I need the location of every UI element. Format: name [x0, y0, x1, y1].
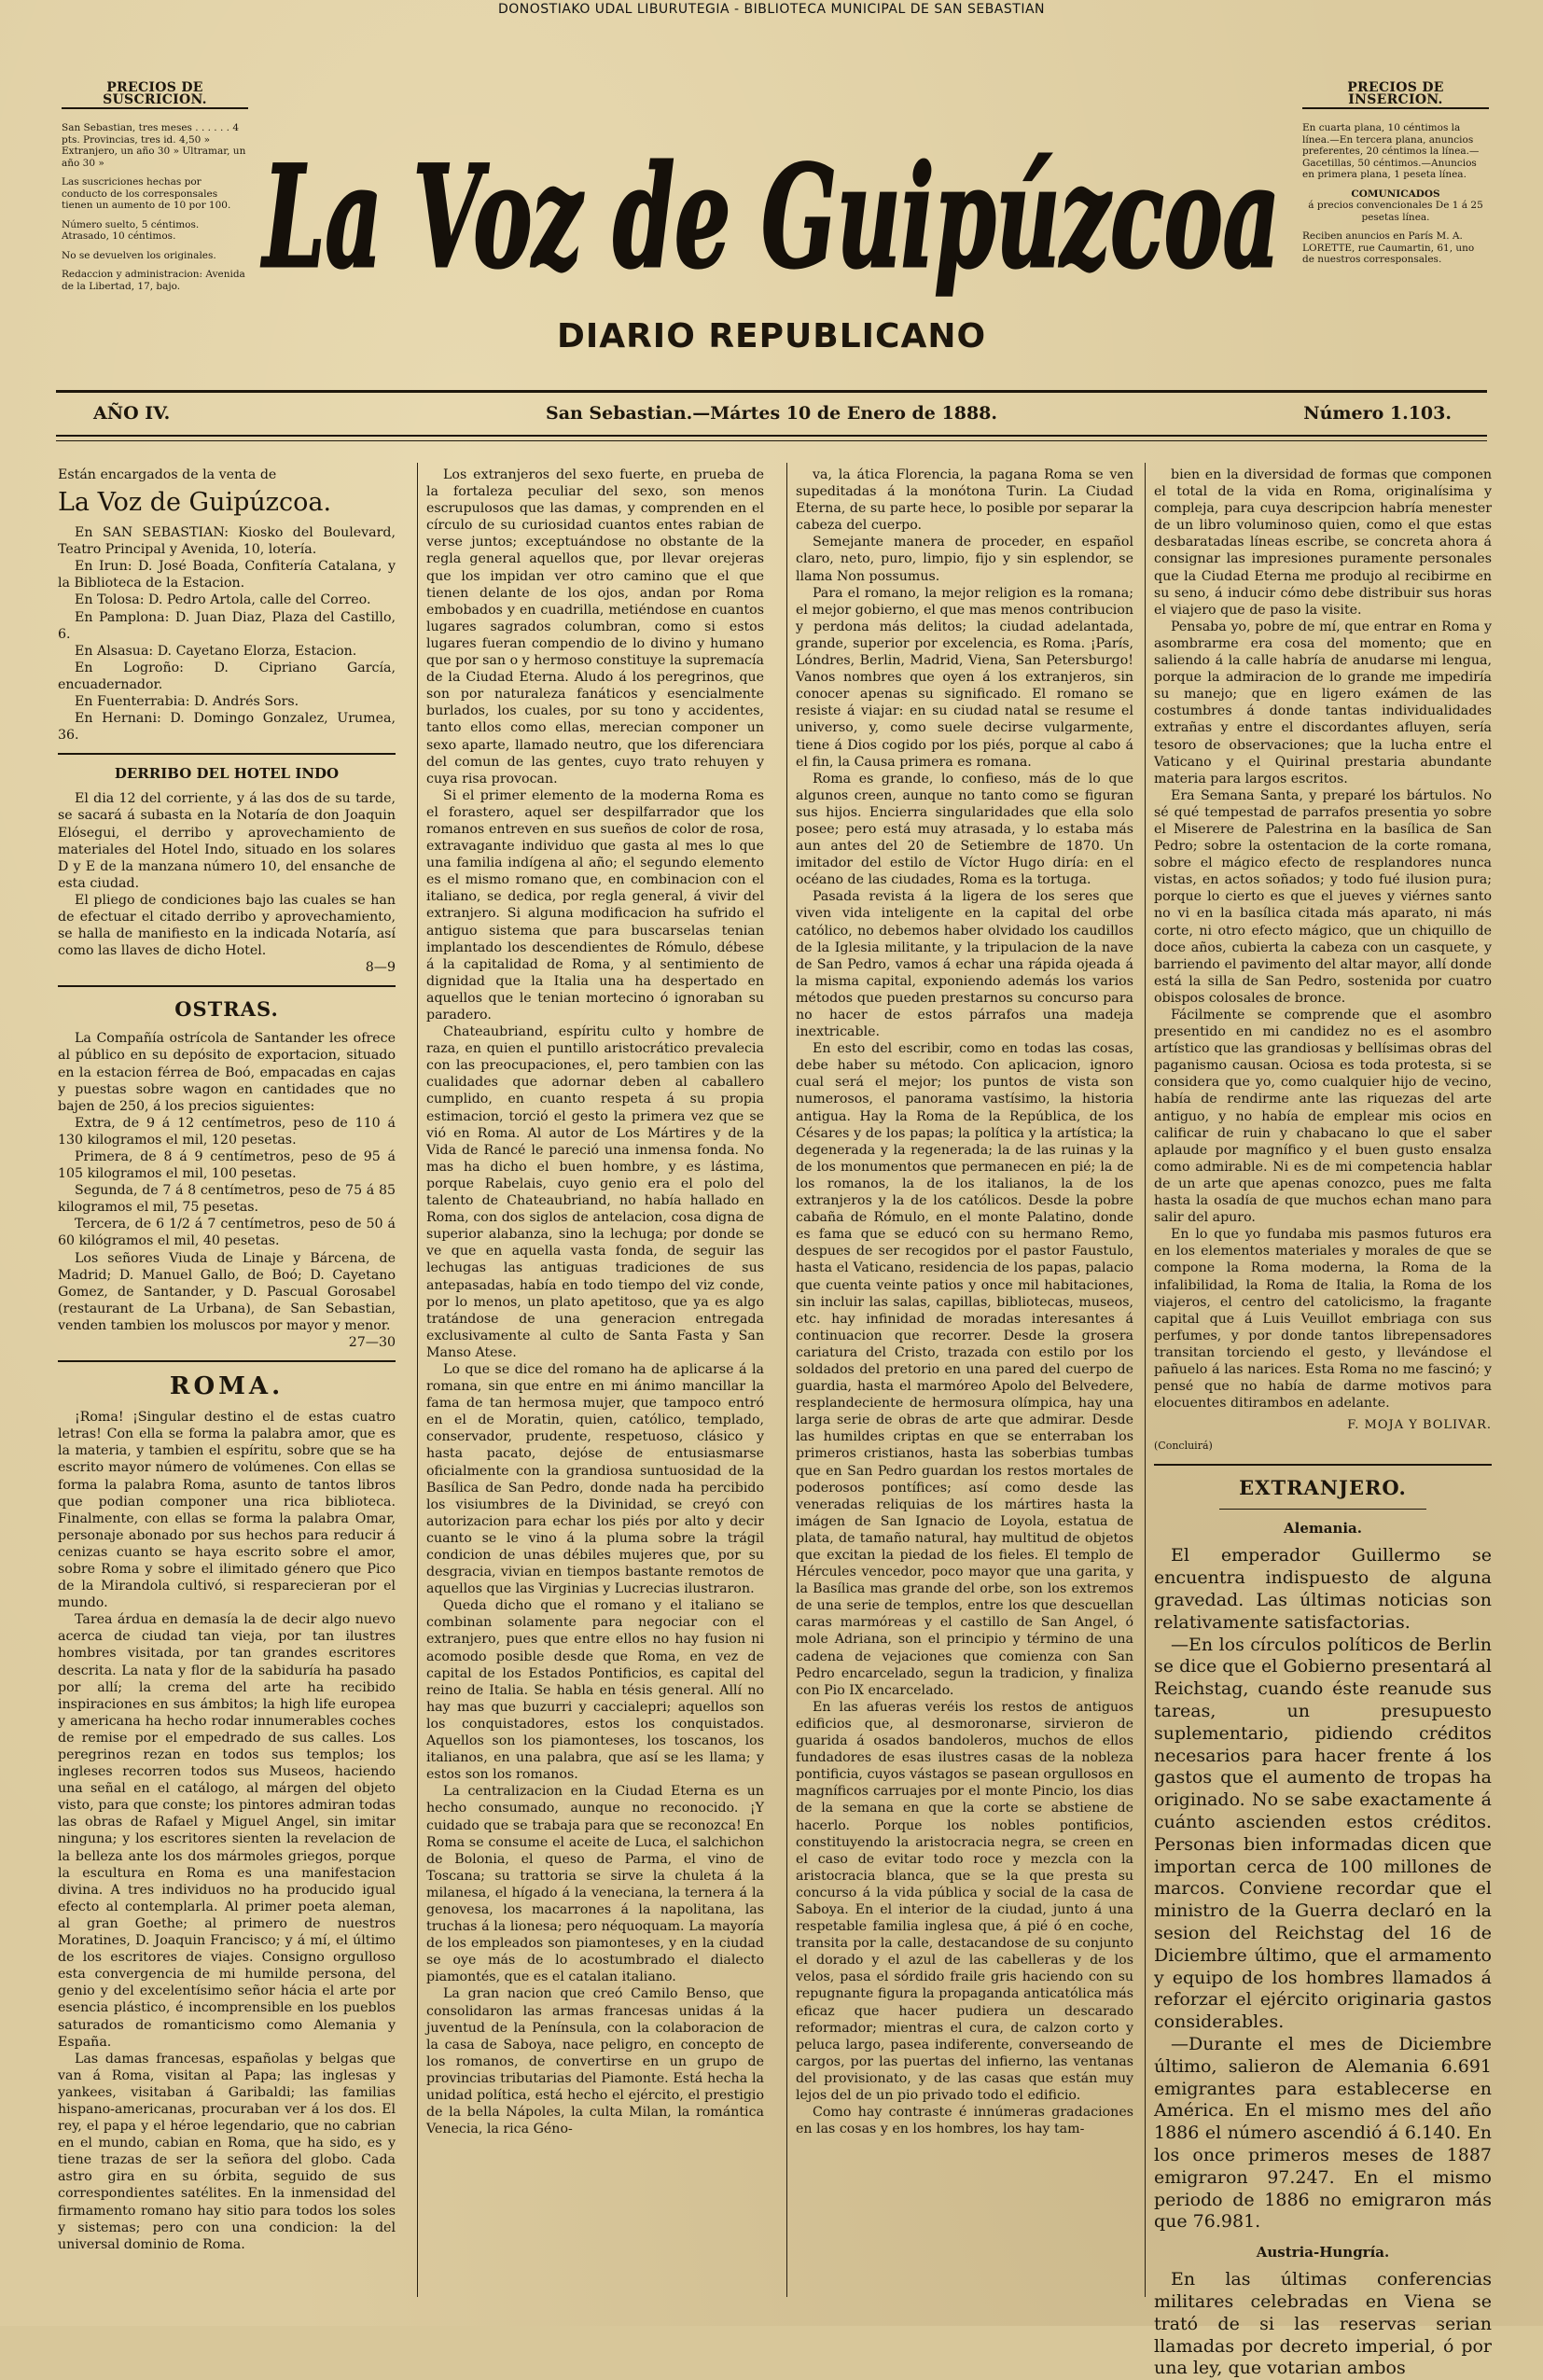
dateline-bottom-rule-thin	[56, 440, 1487, 441]
subscription-rates: San Sebastian, tres meses . . . . . . 4 pts. Provincias, tres id. 4,50 » Extranjero, un año 30 » Ultramar, un año 30 »	[62, 122, 246, 169]
article-paragraph: Queda dicho que el romano y el italiano se combinan solamente para negociar con el extranjero, pues que entre ellos no hay fusion ni acomodo posible desde que Roma, en vez de capital de los Estados Pontificios, es capital del reino de Italia. Se habla en tésis general. Allí no hay mas que buzurri y caccialepri; aquellos son los conquistadores, estos los conquistados. Aquellos son los piamonteses, los toscanos, los italianos, en una palabra, que así se les llama; y estos son los romanos.	[426, 1598, 764, 1783]
alemania-heading: Alemania.	[1283, 1520, 1363, 1538]
news-paragraph: En las últimas conferencias militares celebradas en Viena se trató de si las reservas serian llamadas por decreto imperial, ó por una ley, que votarian ambos	[1154, 2269, 1492, 2379]
news-paragraph: El emperador Guillermo se encuentra indispuesto de alguna gravedad. Las últimas noticias son relativamente satisfactorias.	[1154, 1545, 1492, 1633]
roma-paragraph: ¡Roma! ¡Singular destino el de estas cuatro letras! Con ella se forma la palabra amor, que es la materia, y tambien el espíritu, sobre que se ha escrito mayor número de volúmenes. Con ellas se forma la palabra Roma, asunto de tantos libros que podian componer una rica biblioteca. Finalmente, con ellas se forma la palabra Omar, personaje abonado por sus hechos para reducir á cenizas cuanto se haya escrito sobre el amor, sobre Roma y sobre el ilimitado género que Pico de la Mirandola cultivó, si resparecieran por el mundo.	[58, 1410, 396, 1611]
article-paragraph: La gran nacion que creó Camilo Benso, que consolidaron las armas francesas unidas á la juventud de la Península, con la colaboracion de la casa de Saboya, nace peligro, en concepto de los romanos, de convertirse en un grupo de provincias tributarias del Piamonte. Está hecha la unidad política, está hecho el ejército, el prestigio de la bella Nápoles, la culta Milan, la romántica Venecia, la rica Géno-	[426, 1986, 764, 2137]
section-divider	[58, 1360, 396, 1362]
article-signature: F. MOJA Y BOLIVAR.	[1347, 1418, 1492, 1433]
news-paragraph: —Durante el mes de Diciembre último, salieron de Alemania 6.691 emigrantes para establecerse en América. En el mismo mes del año 1886 el número ascendió á 6.140. En los once primeros meses de 1887 emigraron 97.247. En el mismo periodo de 1886 no emigraron más que 76.981.	[1154, 2033, 1492, 2233]
insertion-heading: PRECIOS DE INSERCION.	[1302, 82, 1489, 109]
comunicados-rates: á precios convencionales De 1 á 25 pesetas línea.	[1308, 200, 1483, 223]
article-paragraph: Semejante manera de proceder, en español claro, neto, puro, limpio, fijo y sin esplendor, se llama Non possumus.	[796, 535, 1133, 584]
derribo-paragraph: El dia 12 del corriente, y á las dos de su tarde, se sacará á subasta en la Notaría de don Joaquin Elósegui, el derribo y aprovechamiento de materiales del Hotel Indo, situado en los solares D y E de la manzana número 10, del ensanche de esta ciudad.	[58, 791, 396, 891]
article-paragraph: Los extranjeros del sexo fuerte, en prueba de la fortaleza peculiar del sexo, son menos escrupulosos que las damas, y comprenden en el círculo de su curiosidad cuantos entes rabian de verse juntos; exceptuándose no obstante de la regla general aquellos que, por llevar orejeras que los impidan ver otro camino que el que tienen delante de los ojos, andan por Roma embobados y en cuadrilla, metiéndose en cuantos lugares sagrados columbran, como si estos lugares fueran compendio de lo divino y humano que por san o y hermoso constituye la supremacía de la Ciudad Eterna. Aludo á los peregrinos, que son por naturaleza fanáticos y esencialmente burlados, los cuales, por su tono y accidentes, tanto ellos como ellas, merecian componer un sexo aparte, llamado neutro, que los diferenciara del comun de las gentes, cuyo trato rehuyen y cuya risa provocan.	[426, 467, 764, 786]
article-paragraph: La centralizacion en la Ciudad Eterna es un hecho consumado, aunque no reconocido. ¡Y cuidado que se trabaja para que se reconozca! En Roma se consume el aceite de Luca, el salchichon de Bolonia, el queso de Parma, el vino de Toscana; su trattoria se sirve la chuleta á la milanesa, el hígado á la veneciana, la ternera á la genovesa, los macarrones á la napolitana, las truchas á la lionesa; pero néquoquam. La mayoría de los empleados son piamonteses, y en la ciudad se oye más de lo acostumbrado el dialecto piamontés, que es el catalan italiano.	[426, 1784, 764, 1985]
sellers-list	[58, 524, 396, 744]
dateline-top-rule	[56, 390, 1487, 393]
article-paragraph: En las afueras veréis los restos de antiguos edificios que, al desmoronarse, sirvieron de guarida á osados bandoleros, muchos de ellos fundadores de esas ilustres casas de la nobleza pontificia, cuyos vástagos se pasean orgullosos en magníficos carruajes por el monte Pincio, los dias de la semana en que la corte se abstiene de hacerlo. Porque los nobles pontificios, constituyendo la aristocracia negra, se creen en el caso de evitar todo roce y mezcla con la aristocracia blanca, que se la que presta su concurso á la vida pública y social de la casa de Saboya. En el interior de la ciudad, junto á una respetable familia inglesa que, á pié ó en coche, transita por la calle, destacandose de su conjunto el dorado y el azul de las cabelleras y de los velos, pasa el sórdido fraile gris haciendo con su repugnante figura la propaganda anticatólica más eficaz que hacer pudiera un descarado reformador; mientras el cura, de calzon corto y peluca largo, pasea indiferente, converseando de cargos, por las puertas del infierno, las ventanas del provisionato, y de las casas que están muy lejos del de un pio privado todo el edificio.	[796, 1699, 1133, 2103]
masthead-title	[252, 89, 1291, 313]
dateline	[56, 399, 1487, 427]
sellers-paper-name: La Voz de Guipúzcoa.	[58, 488, 332, 518]
article-paragraph: Roma es grande, lo confieso, más de lo que algunos creen, aunque no tanto como se figuran sus hijos. Encierra singularidades que ella solo posee; pero está muy atrasada, y lo estaba más aun antes del 20 de Setiembre de 1870. Un imitador del estilo de Víctor Hugo diría: en el océano de las ciudades, Roma es la tortuga.	[796, 771, 1133, 888]
column-2	[426, 466, 764, 2332]
derribo-paragraph: El pliego de condiciones bajo las cuales se han de efectuar el citado derribo y aprovechamiento, se halla de manifiesto en la indicada Notaría, así como las llaves de dicho Hotel.	[58, 892, 396, 959]
subscription-prices-box	[62, 82, 248, 299]
ostras-paragraph: Primera, de 8 á 9 centímetros, peso de 95 á 105 kilogramos el mil, 100 pesetas.	[58, 1149, 396, 1182]
subscription-heading: PRECIOS DE SUSCRICION.	[62, 82, 248, 109]
article-paragraph: Para el romano, la mejor religion es la romana; el mejor gobierno, el que mas menos contribucion y perdona más delitos; la ciudad adelantada, grande, superior por excelencia, es Roma. ¡París, Lóndres, Berlin, Madrid, Viena, San Petersburgo! Vanos nombres que oyen á los extranjeros, sin conocer apenas su significado. El romano se resiste á viajar: en su ciudad natal se resume el universo, y, como suele decirse vulgarmente, tiene á Dios cogido por los piés, porque al cabo á el fin, la Causa primera es romana.	[796, 585, 1133, 770]
article-paragraph: Era Semana Santa, y preparé los bártulos. No sé qué tempestad de parrafos presentia yo sobre el Miserere de Palestrina en la basílica de San Pedro; sobre la ostentacion de la corte romana, sobre el mágico efecto de resplandores nunca vistas, en actos soñados; y todo fué ilusion pura; porque lo cierto es que el jueves y viérnes santo no vi en la basílica citada más aparato, ni más corte, ni otro efecto mágico, que un chiquillo de doce años, cubierta la cabeza con un casquete, y barriendo el pavimento del altar mayor, allí donde está la silla de San Pedro, sostenida por cuatro obispos colosales de bronce.	[1154, 787, 1492, 1006]
article-paragraph: Lo que se dice del romano ha de aplicarse á la romana, sin que entre en mi ánimo mancillar la fama de tan hermosa mujer, que tampoco entró en el de Moratin, quien, católico, templado, conservador, prudente, respetuoso, clásico y hasta pacato, dejóse de entusiasmarse oficialmente con la grandiosa suntuosidad de la Basílica de San Pedro, donde nada ha percibido los visiumbres de la Divinidad, se creyó con autorizacion para echar los piés por alto y decir cuanto se le vino á la pluma sobre la trágil condicion de unas débiles mujeres que, por su desgracia, vivian en tiempos bastante remotos de aquellos que las Virginias y Lucrecias ilustraron.	[426, 1361, 764, 1597]
article-paragraph: En esto del escribir, como en todas las cosas, debe haber su método. Con aplicacion, ignoro cual será el mejor; los puntos de vista son numerosos, el panorama vastísimo, la historia antigua. Hay la Roma de la República, de los Césares y de los papas; la política y la artística; la degenerada y la regenerada; la de las ruinas y la de los monumentos que permanecen en pié; la de los romanos, la de los italianos, la de los extranjeros y la de los católicos. Desde la pobre cabaña de Rómulo, en el monte Palatino, donde es fama que se educó con su hermano Remo, despues de ser recogidos por el pastor Faustulo, hasta el Vaticano, residencia de los papas, palacio que cuenta veinte patios y once mil habitaciones, sin incluir las salas, capillas, bibliotecas, museos, etc. hay infinidad de moradas interesantes á continuacion que recorrer. Desde la grosera cariatura del Cristo, trazada con estilo por los soldados del pretorio en una pared del cuerpo de guardia, hasta el marmóreo Apolo del Belvedere, resplandeciente de hermosura olímpica, hay una larga serie de obras de arte que admirar. Desde las humildes criptas en que se enterraban los primeros cristianos, hasta las soberbias tumbas que en San Pedro guardan los restos mortales de poderosos pontífices; así como desde las veneradas reliquias de los mártires hasta la imágen de San Ignacio de Loyola, estatua de plata, de tamaño natural, hay multitud de objetos que excitan la piedad de los fieles. El templo de Hércules vencedor, poco mayor que una garita, y la Basílica mas grande del orbe, son los extremos de una serie de templos, entre los que descuellan caras marmóreas y el castillo de San Angel, ó mole Adriana, son el principio y término de una cadena de vejaciones que comienza con San Pedro encarcelado, segun la tradicion, y finaliza con Pio IX encarcelado.	[796, 1041, 1133, 1698]
article-paragraph: bien en la diversidad de formas que componen el total de la vida en Roma, originalísima y compleja, para cuya descripcion habría menester de un libro voluminoso quien, como el que estas desbaratadas líneas escribe, se concreta ahora á consignar las impresiones puramente personales que la Ciudad Eterna me produjo al recibirme en su seno, á inducir cómo debe distribuir sus horas el viajero que de paso la visite.	[1154, 467, 1492, 618]
insertion-prices-box	[1302, 82, 1489, 273]
list-item: En Tolosa: D. Pedro Artola, calle del Correo.	[75, 592, 371, 608]
article-continuation-note: (Concluirá)	[1154, 1440, 1213, 1453]
masthead-title-svg	[252, 89, 1291, 313]
masthead-title-text: La Voz de Guipúzcoa	[260, 135, 1281, 299]
austria-heading: Austria-Hungría.	[1256, 2244, 1390, 2262]
list-item: En Fuenterrabia: D. Andrés Sors.	[75, 694, 299, 710]
column-divider	[786, 463, 787, 2297]
subscription-note: Las suscriciones hechas por conducto de los corresponsales tienen un aumento de 10 por 100.	[62, 176, 231, 211]
paris-agent: Reciben anuncios en París M. A. LORETTE, rue Caumartin, 61, uno de nuestros corresponsales.	[1302, 230, 1475, 265]
archive-header: DONOSTIAKO UDAL LIBURUTEGIA - BIBLIOTECA MUNICIPAL DE SAN SEBASTIAN	[497, 2, 1046, 17]
news-paragraph: —En los círculos políticos de Berlin se dice que el Gobierno presentará al Reichstag, cuando éste reanude sus tareas, un presupuesto suplementario, pidiendo créditos necesarios para hacer frente á los gastos que el aumento de tropas ha originado. No se sabe exactamente á cuánto ascienden estos créditos. Personas bien informadas dicen que importan cerca de 100 millones de marcos. Conviene recordar que el ministro de la Guerra declaró en la sesion del Reichstag del 16 de Diciembre último, que el armamento y equipo de los hombres llamados á reforzar el ejército originaria gastos considerables.	[1154, 1634, 1492, 2033]
column-4	[1154, 466, 1492, 2379]
section-divider	[58, 985, 396, 987]
article-paragraph: Como hay contraste é innúmeras gradaciones en las cosas y en los hombres, los hay tam-	[796, 2105, 1133, 2137]
editorial-address: Redaccion y administracion: Avenida de la Libertad, 17, bajo.	[62, 269, 245, 292]
article-paragraph: va, la ática Florencia, la pagana Roma se ven supeditadas á la monótona Turin. La Ciudad Eterna, de su parte hece, lo posible por separar la cabeza del cuerpo.	[796, 467, 1133, 534]
column-1	[58, 466, 396, 2295]
article-paragraph: Fácilmente se comprende que el asombro presentido en mi candidez no es el asombro artístico que las grandiosas y bellísimas obras del paganismo causan. Ociosa es toda protesta, si se considera que yo, como cualquier hijo de vecino, había de rendirme ante las riquezas del arte antiguo, y no había de emplear mis ocios en calificar de ruin y chabacano lo que el saber aplaude por magnífico y el buen gusto ensalza como admirable. Ni es de mi competencia hablar de un arte que apenas conozco, pues me falta hasta la osadía de que muchos echan mano para salir del apuro.	[1154, 1008, 1492, 1226]
insertion-rates: En cuarta plana, 10 céntimos la línea.—En tercera plana, anuncios preferentes, 20 céntimos la línea.—Gacetillas, 50 céntimos.—Anuncios en primera plana, 1 peseta línea.	[1302, 122, 1480, 180]
dateline-bottom-rule	[56, 435, 1487, 437]
extranjero-heading: EXTRANJERO.	[1239, 1476, 1407, 1500]
column-divider	[417, 463, 418, 2297]
column-3	[796, 466, 1133, 2323]
comunicados-title: COMUNICADOS	[1351, 188, 1440, 200]
masthead-subtitle: DIARIO REPUBLICANO	[556, 317, 987, 355]
date-label: San Sebastian.—Mártes 10 de Enero de 1888.	[545, 403, 998, 424]
year-label: AÑO IV.	[93, 403, 171, 424]
ostras-heading: OSTRAS.	[174, 997, 279, 1022]
section-divider	[1154, 1464, 1492, 1466]
ostras-paragraph: Los señores Viuda de Linaje y Bárcena, de Madrid; D. Manuel Gallo, de Boó; D. Cayetano Gomez, de Santander, y D. Pascual Gorosabel (restaurant de La Urbana), de San Sebastian, venden tambien los moluscos por mayor y menor.	[58, 1250, 396, 1333]
roma-paragraph: Las damas francesas, españolas y belgas que van á Roma, visitan al Papa; las inglesas y yankees, visitaban á Garibaldi; las familias hispano-americanas, procuraban ver á los dos. El rey, el papa y el héroe legendario, que no cabrian en el mundo, cabian en Roma, que ha sido, es y tiene trazas de ser la señora del globo. Cada astro gira en su órbita, seguido de sus correspondientes satélites. En la inmensidad del firmamento romano hay sitio para todos los soles y sistemas; pero con una condicion: la del universal dominio de Roma.	[58, 2051, 396, 2252]
list-item: En Logroño: D. Cipriano García, encuadernador.	[58, 660, 396, 692]
derribo-heading: DERRIBO DEL HOTEL INDO	[114, 765, 340, 783]
ostras-paragraph: La Compañía ostrícola de Santander les ofrece al público en su depósito de exportacion, situado en la estacion férrea de Boó, empacadas en cajas y puestas sobre wagon en cantidades que no bajen de 250, á los precios siguientes:	[58, 1031, 396, 1114]
roma-heading: ROMA.	[169, 1372, 285, 1401]
list-item: En Hernani: D. Domingo Gonzalez, Urumea, 36.	[58, 711, 396, 744]
article-paragraph: En lo que yo fundaba mis pasmos futuros era en los elementos materiales y morales de que se compone la Roma moderna, la Roma de la infalibilidad, la Roma de Italia, la Roma de los viajeros, el centro del catolicismo, la fragante capital que á Luis Veuillot embriaga con sus perfumes, y por donde tantos librepensadores transitan torciendo el gesto, y llevándose el pañuelo á las narices. Esta Roma no me fascinó; y pensé que no había de darme motivos para elocuentes ditirambos en adelante.	[1154, 1227, 1492, 1412]
originals-note: No se devuelven los originales.	[62, 249, 216, 261]
issue-number: Número 1.103.	[1303, 403, 1452, 424]
heading-divider	[1219, 1509, 1426, 1510]
list-item: En Alsasua: D. Cayetano Elorza, Estacion.	[75, 643, 357, 659]
list-item: En SAN SEBASTIAN: Kiosko del Boulevard, Teatro Principal y Avenida, 10, lotería.	[58, 525, 396, 558]
derribo-ref: 8—9	[365, 960, 396, 976]
ostras-paragraph: Extra, de 9 á 12 centímetros, peso de 110 á 130 kilogramos el mil, 120 pesetas.	[58, 1115, 396, 1148]
ostras-paragraph: Tercera, de 6 1/2 á 7 centímetros, peso de 50 á 60 kilógramos el mil, 40 pesetas.	[58, 1217, 396, 1249]
list-item: En Irun: D. José Boada, Confitería Catalana, y la Biblioteca de la Estacion.	[58, 559, 396, 592]
sellers-lead: Están encargados de la venta de	[58, 467, 277, 482]
roma-paragraph: Tarea árdua en demasía la de decir algo nuevo acerca de ciudad tan vieja, por tan ilustres hombres visitada, por tan grandes escritores descrita. La nata y flor de la sabiduría ha pasado por allí; la crema del arte ha recibido inspiraciones en sus ámbitos; la high life europea y americana ha hecho rodar innumerables coches de remise por el empedrado de sus calles. Los peregrinos rezan en todos sus templos; los ingleses recorren todos sus Museos, haciendo una señal en el catálogo, al márgen del objeto visto, para que conste; los pintores admiran todas las obras de Rafael y Miguel Angel, sin imitar ninguna; y los escritores sienten la revelacion de la belleza ante los dos mármoles griegos, porque la escultura en Roma es una manifestacion divina. A tres individuos no ha producido igual efecto al contemplarla. Al primer poeta aleman, al gran Goethe; al primero de nuestros Moratines, D. Joaquin Francisco; y á mí, el último de los escritores de viajes. Consigno orgulloso esta convergencia de mi humilde persona, del genio y del excelentísimo señor hácia el arte por esencia plástico, é incomprensible en los pueblos saturados de romanticismo como Alemania y España.	[58, 1612, 396, 2050]
article-paragraph: Si el primer elemento de la moderna Roma es el forastero, aquel ser despilfarrador que los romanos entreven en sus sueños de color de rosa, extravagante individuo que gasta al mes lo que una familia indígena al año; el segundo elemento es el mismo romano que, en combinacion con el italiano, se dedica, por regla general, á vivir del extranjero. Si alguna modificacion ha sufrido el antiguo sistema que para buscarselas tenian implantado los descendientes de Rómulo, débese á la capitalidad de Roma, y al sentimiento de dignidad que la Italia una ha despertado en aquellos que le tenian mortecino ó ignoraban su paradero.	[426, 787, 764, 1023]
column-divider	[1145, 463, 1146, 2297]
single-issue-price: Número suelto, 5 céntimos. Atrasado, 10 céntimos.	[62, 218, 200, 242]
article-paragraph: Chateaubriand, espíritu culto y hombre de raza, en quien el puntillo aristocrático prevalecia con las preocupaciones, el, pero tambien con las cualidades que adornar deben al caballero cumplido, en cuanto respeta á su propia estimacion, torció el gesto la primera vez que se vió en Roma. Al autor de Los Mártires y de la Vida de Rancé le pareció una inmensa fonda. No mas ha dicho el buen hombre, y es lástima, porque Rabelais, cuyo genio era el polo del talento de Chateaubriand, no había hallado en Roma, con dos siglos de antelacion, cosa digna de superior alabanza, sino la lechuga; por donde se ve que en aquella vasta fonda, de seguir las lechugas las antiguas tradiciones de sus antepasadas, había en todo tiempo del viz conde, por lo menos, un plato apetitoso, que ya es algo tratándose de una generacion entregada exclusivamente al culto de Santa Fasta y San Manso Atese.	[426, 1024, 764, 1360]
section-divider	[58, 753, 396, 755]
ostras-paragraph: Segunda, de 7 á 8 centímetros, peso de 75 á 85 kilogramos el mil, 75 pesetas.	[58, 1183, 396, 1216]
article-paragraph: Pensaba yo, pobre de mí, que entrar en Roma y asombrarme era cosa del momento; que en saliendo á la calle habría de anudarse mi lengua, porque la admiracion de lo grande me impediría su manejo; que en ligero exámen de las costumbres á donde tantas individualidades extrañas y entre el discordantes afluyen, sería tesoro de observaciones; que la lucha entre el Vaticano y el Quirinal prestaria abundante materia para largos escritos.	[1154, 619, 1492, 786]
article-paragraph: Pasada revista á la ligera de los seres que viven vida inteligente en la capital del orbe católico, no debemos haber olvidado los caudillos de la Iglesia militante, y la tripulacion de la nave de San Pedro, vamos á echar una rápida ojeada á la misma capital, exponiendo además los varios métodos que pueden prestarnos su concurso para no hacer de estos párrafos una madeja inextricable.	[796, 889, 1133, 1040]
list-item: En Pamplona: D. Juan Diaz, Plaza del Castillo, 6.	[58, 609, 396, 642]
ostras-ref: 27—30	[348, 1335, 396, 1351]
